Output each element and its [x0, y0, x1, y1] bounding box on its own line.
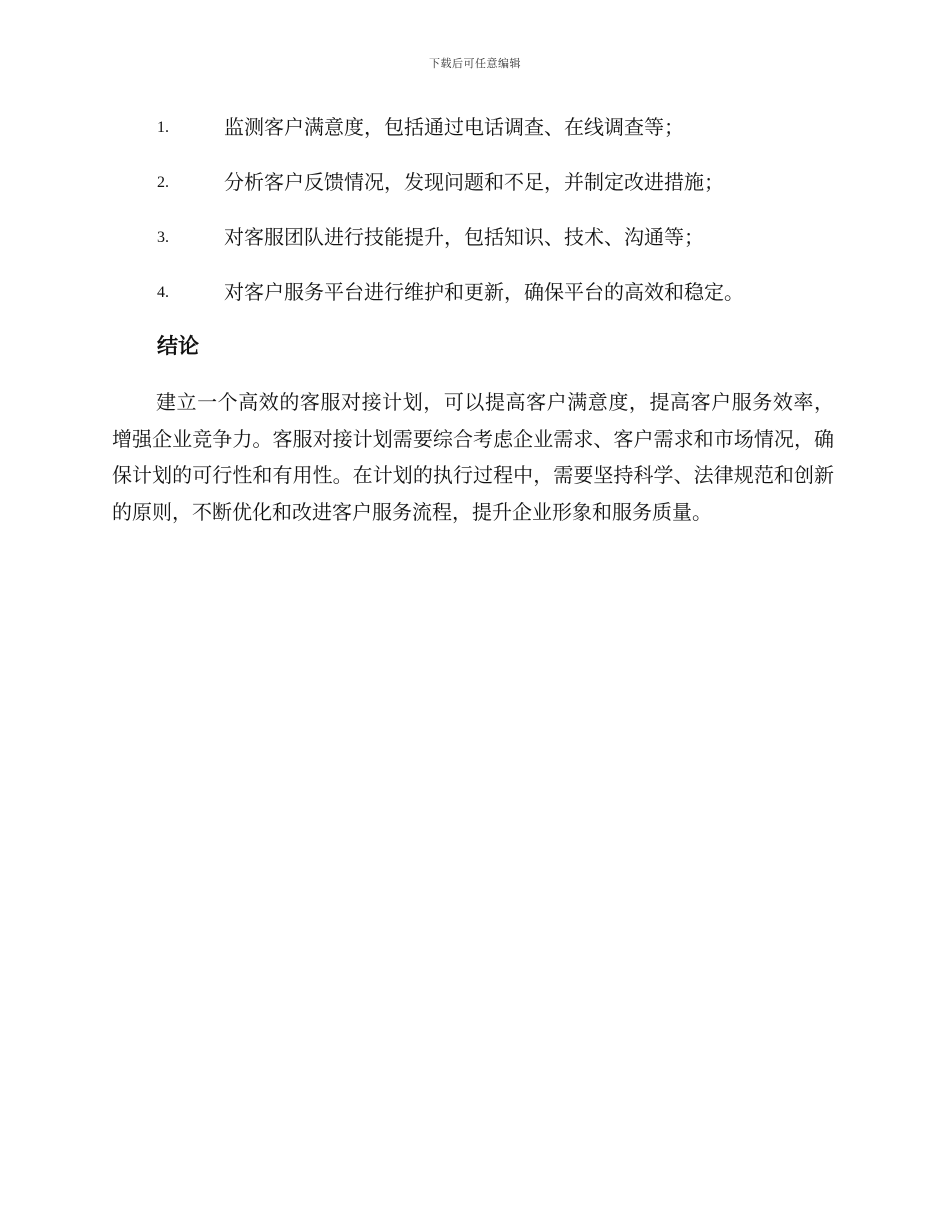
list-text: 监测客户满意度，包括通过电话调查、在线调查等； [224, 115, 684, 139]
list-text: 分析客户反馈情况，发现问题和不足，并制定改进措施； [224, 170, 724, 194]
list-number: 3. [157, 229, 169, 246]
conclusion-heading: 结论 [157, 334, 199, 358]
list-item [0, 277, 950, 332]
conclusion-paragraph: 建立一个高效的客服对接计划，可以提高客户满意度，提高客户服务效率，增强企业竞争力。客服对接计划需要综合考虑企业需求、客户需求和市场情况，确保计划的可行性和有用性。在计划的执行过程中，需要坚持科学、法律规范和创新的原则，不断优化和改进客户服务流程，提升企业形象和服务质量。 [112, 390, 834, 524]
list-number: 2. [157, 174, 169, 191]
list-text: 对客户服务平台进行维护和更新，确保平台的高效和稳定。 [224, 280, 744, 304]
list-item [0, 222, 950, 277]
header-note: 下载后可任意编辑 [429, 57, 521, 70]
list-text: 对客服团队进行技能提升，包括知识、技术、沟通等； [224, 225, 704, 249]
numbered-list [0, 112, 950, 332]
list-item [0, 112, 950, 167]
list-number: 4. [157, 284, 169, 301]
list-item [0, 167, 950, 222]
list-number: 1. [157, 119, 169, 136]
